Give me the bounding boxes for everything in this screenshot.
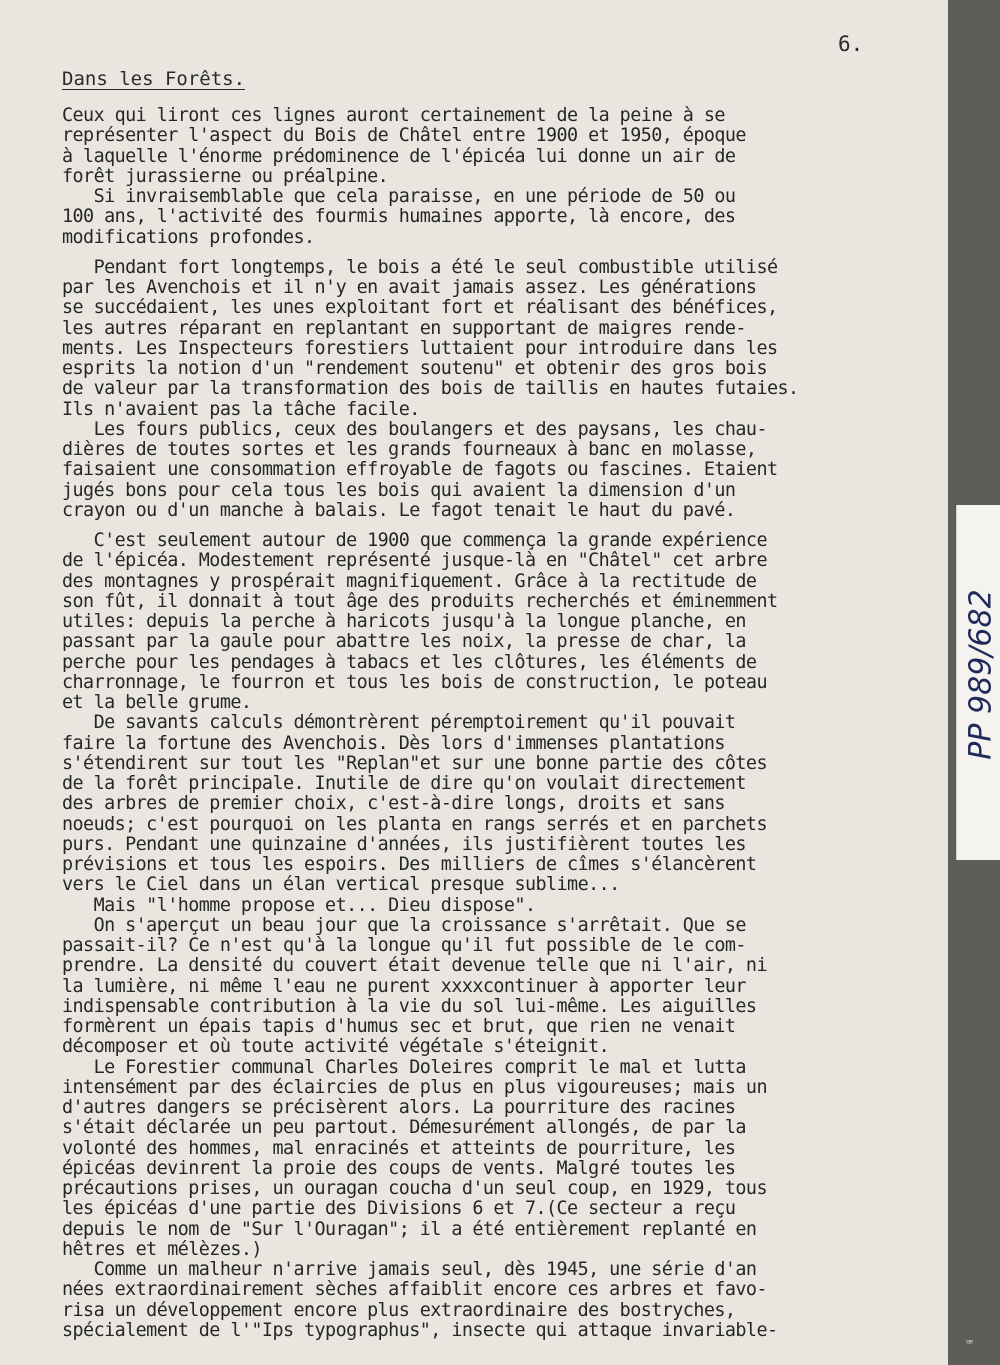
text-line: Mais "l'homme propose et... Dieu dispose". bbox=[62, 894, 536, 916]
text-line: vers le Ciel dans un élan vertical presque sublime... bbox=[62, 874, 620, 896]
text-line: Comme un malheur n'arrive jamais seul, dès 1945, une série d'an bbox=[62, 1259, 757, 1280]
text-line: forêt jurassierne ou préalpine. bbox=[62, 165, 389, 187]
text-line: purs. Pendant une quinzaine d'années, ils justifièrent toutes les bbox=[62, 833, 746, 855]
text-line: hêtres et mélèzes.) bbox=[62, 1238, 262, 1260]
text-line: s'étendirent sur tout les "Replan"et sur une bonne partie des côtes bbox=[62, 752, 767, 774]
text-line: faire la fortune des Avenchois. Dès lors d'immenses plantations bbox=[62, 732, 725, 754]
text-line: intensément par des éclaircies de plus en plus vigoureuses; mais un bbox=[62, 1076, 767, 1098]
text-line: indispensable contribution à la vie du sol lui-même. Les aiguilles bbox=[62, 995, 757, 1017]
text-line: de valeur par la transformation des bois de taillis en hautes futaies. bbox=[62, 378, 799, 400]
text-line: perche pour les pendages à tabacs et les clôtures, les éléments de bbox=[62, 651, 757, 673]
text-line: utiles: depuis la perche à haricots jusqu'à la longue planche, en bbox=[62, 611, 746, 632]
text-line: De savants calculs démontrèrent péremptoirement qu'il pouvait bbox=[62, 712, 736, 734]
text-line: les épicéas d'une partie des Divisions 6 et 7.(Ce secteur a reçu bbox=[62, 1198, 736, 1220]
text-line: prendre. La densité du couvert était devenue telle que ni l'air, ni bbox=[62, 955, 767, 977]
text-line: Si invraisemblable que cela paraisse, en une période de 50 ou bbox=[62, 186, 736, 207]
section-heading: Dans les Forêts. bbox=[62, 68, 246, 90]
text-line: modifications profondes. bbox=[62, 226, 315, 248]
text-line: C'est seulement autour de 1900 que commença la grande expérience bbox=[62, 530, 767, 551]
text-line: 100 ans, l'activité des fourmis humaines apporte, là encore, des bbox=[62, 206, 736, 228]
text-line: et la belle grume. bbox=[62, 692, 252, 713]
text-line: formèrent un épais tapis d'humus sec et brut, que rien ne venait bbox=[62, 1016, 736, 1037]
text-line: charronnage, le fourron et tous les bois de construction, le poteau bbox=[62, 671, 767, 693]
text-line: spécialement de l'"Ips typographus", insecte qui attaque invariable- bbox=[62, 1319, 778, 1341]
text-line: risa un développement encore plus extraordinaire des bostryches, bbox=[62, 1299, 736, 1321]
text-line: à laquelle l'énorme prédominence de l'épicéa lui donne un air de bbox=[62, 145, 736, 167]
text-line: nées extraordinairement sèches affaiblit encore ces arbres et favo- bbox=[62, 1279, 767, 1301]
text-line: la lumière, ni même l'eau ne purent xxxxcontinuer à apporter leur bbox=[62, 975, 746, 997]
text-line: des montagnes y prospérait magnifiquement. Grâce à la rectitude de bbox=[62, 570, 757, 592]
text-line: Ils n'avaient pas la tâche facile. bbox=[62, 398, 420, 420]
corner-mark: ꟹ bbox=[966, 1337, 974, 1350]
text-line: par les Avenchois et il n'y en avait jamais assez. Les générations bbox=[62, 277, 757, 298]
text-line: jugés bons pour cela tous les bois qui avaient la dimension d'un bbox=[62, 479, 736, 501]
text-line: crayon ou d'un manche à balais. Le fagot tenait le haut du pavé. bbox=[62, 499, 736, 521]
text-line: décomposer et où toute activité végétale s'éteignit. bbox=[62, 1036, 610, 1058]
text-line: Le Forestier communal Charles Doleires comprit le mal et lutta bbox=[62, 1056, 746, 1078]
text-line: passant par la gaule pour abattre les noix, la presse de char, la bbox=[62, 631, 746, 653]
text-line: de la forêt principale. Inutile de dire qu'on voulait directement bbox=[62, 773, 746, 794]
text-line: d'autres dangers se précisèrent alors. La pourriture des racines bbox=[62, 1097, 736, 1118]
text-line: prévisions et tous les espoirs. Des milliers de cîmes s'élancèrent bbox=[62, 854, 757, 875]
archive-reference: PP 989/682 bbox=[963, 589, 999, 760]
text-line: son fût, il donnait à tout âge des produits recherchés et éminemment bbox=[62, 590, 778, 612]
text-line: dières de toutes sortes et les grands fourneaux à banc en molasse, bbox=[62, 439, 757, 460]
text-line: volonté des hommes, mal enracinés et atteints de pourriture, les bbox=[62, 1137, 736, 1159]
text-line: ments. Les Inspecteurs forestiers luttaient pour introduire dans les bbox=[62, 337, 778, 359]
text-line: faisaient une consommation effroyable de fagots ou fascines. Etaient bbox=[62, 459, 778, 481]
text-line: Les fours publics, ceux des boulangers et des paysans, les chau- bbox=[62, 418, 767, 440]
text-line: On s'aperçut un beau jour que la croissance s'arrêtait. Que se bbox=[62, 914, 746, 936]
text-line: esprits la notion d'un "rendement soutenu" et obtenir des gros bois bbox=[62, 358, 767, 379]
text-line: de l'épicéa. Modestement représenté jusque-là en "Châtel" cet arbre bbox=[62, 550, 767, 572]
text-line: depuis le nom de "Sur l'Ouragan"; il a été entièrement replanté en bbox=[62, 1218, 757, 1240]
text-line: noeuds; c'est pourquoi on les planta en rangs serrés et en parchets bbox=[62, 813, 767, 835]
text-line: Pendant fort longtemps, le bois a été le seul combustible utilisé bbox=[62, 256, 778, 278]
text-line: épicéas devinrent la proie des coups de vents. Malgré toutes les bbox=[62, 1157, 736, 1179]
text-line: se succédaient, les unes exploitant fort et réalisant des bénéfices, bbox=[62, 297, 778, 319]
text-line: s'était déclarée un peu partout. Démesurément allongés, de par la bbox=[62, 1117, 746, 1139]
text-line: représenter l'aspect du Bois de Châtel entre 1900 et 1950, époque bbox=[62, 125, 746, 147]
archive-label bbox=[956, 505, 1000, 860]
text-line: Ceux qui liront ces lignes auront certainement de la peine à se bbox=[62, 105, 725, 126]
body-text bbox=[62, 106, 922, 1341]
page-number: 6. bbox=[838, 32, 864, 56]
text-line: les autres réparant en replantant en supportant de maigres rende- bbox=[62, 317, 746, 339]
text-line: précautions prises, un ouragan coucha d'un seul coup, en 1929, tous bbox=[62, 1178, 767, 1199]
text-line: des arbres de premier choix, c'est-à-dire longs, droits et sans bbox=[62, 793, 725, 815]
text-line: passait-il? Ce n'est qu'à la longue qu'il fut possible de le com- bbox=[62, 935, 746, 956]
